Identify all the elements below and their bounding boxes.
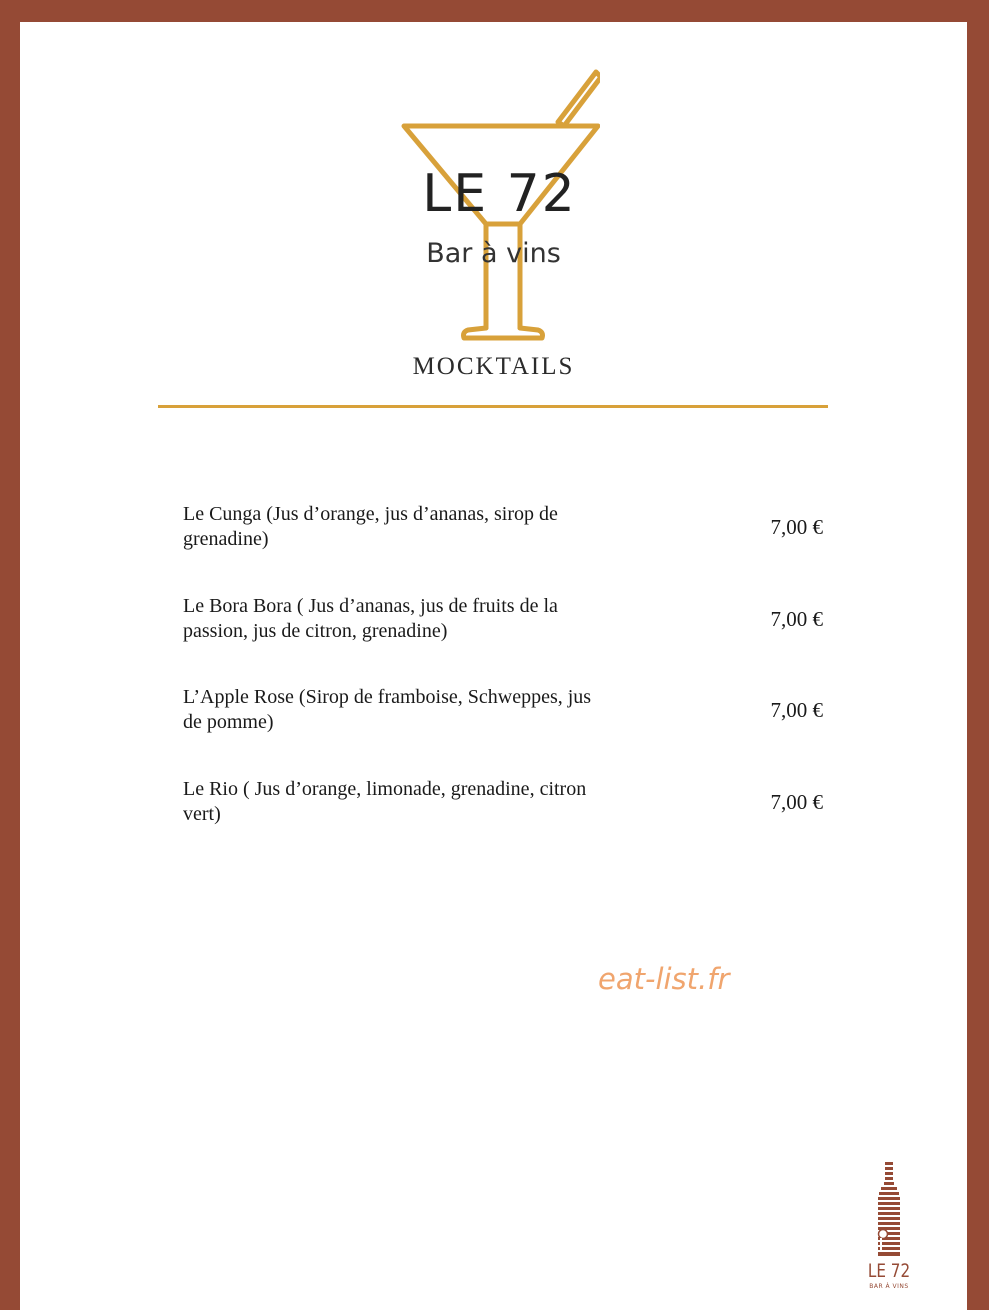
- menu-item: [183, 685, 823, 777]
- menu-item-price: 7,00 €: [770, 789, 823, 814]
- footer-logo: [854, 1162, 924, 1310]
- footer-brand-name: LE 72: [867, 1260, 911, 1282]
- menu-item-name: [183, 685, 658, 735]
- menu-item-name-line: de pomme): [183, 711, 274, 733]
- brand-name: LE 72: [422, 164, 577, 224]
- menu-item-name-line: grenadine): [183, 528, 269, 550]
- menu-item-name: [183, 777, 658, 827]
- menu-item-name: [183, 594, 658, 644]
- menu-item-name-line: L’Apple Rose (Sirop de framboise, Schweppes, jus: [183, 686, 592, 708]
- menu-item-price: 7,00 €: [770, 515, 823, 539]
- menu-item-name-line: Le Bora Bora ( Jus d’ananas, jus de fruits de la: [183, 594, 558, 617]
- section-title: MOCKTAILS: [412, 353, 575, 380]
- menu-item-name: [183, 502, 658, 552]
- menu-page: [20, 22, 967, 1310]
- menu-item: [183, 594, 823, 686]
- menu-item-price: 7,00 €: [770, 698, 823, 722]
- menu-item-name-line: passion, jus de citron, grenadine): [183, 619, 448, 642]
- menu-item: [183, 777, 823, 869]
- wine-bottle-icon: [874, 1162, 904, 1258]
- section-divider: [158, 405, 828, 408]
- menu-list: [183, 502, 823, 868]
- watermark-link[interactable]: eat-list.fr: [598, 962, 730, 996]
- menu-item-name-line: Le Cunga (Jus d’orange, jus d’ananas, sirop de: [183, 503, 558, 525]
- brand-tagline: Bar à vins: [426, 238, 561, 269]
- menu-item-price: 7,00 €: [770, 606, 823, 631]
- menu-item: [183, 502, 823, 594]
- footer-brand-tagline: BAR À VINS: [869, 1283, 909, 1290]
- menu-item-name-line: Le Rio ( Jus d’orange, limonade, grenadine, citron: [183, 777, 587, 800]
- menu-item-name-line: vert): [183, 802, 221, 825]
